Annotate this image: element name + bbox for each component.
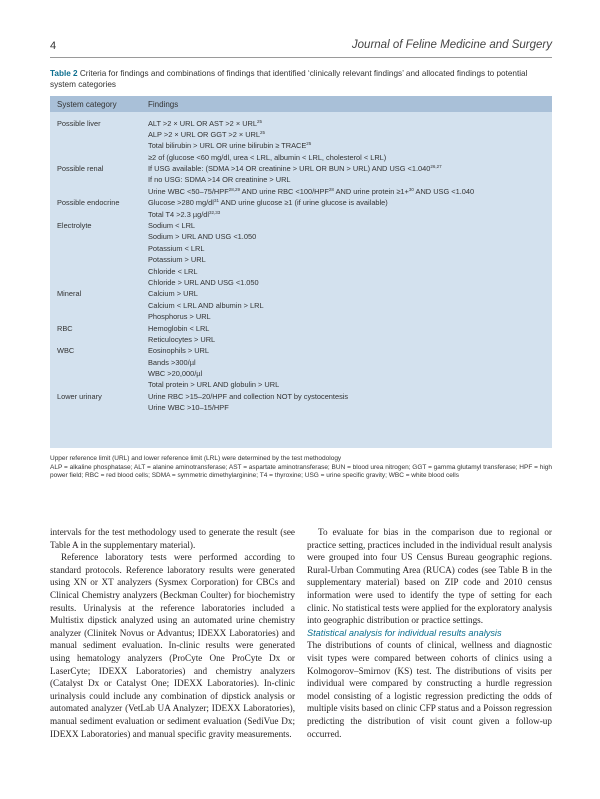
- system-category-cell: Possible liver: [57, 118, 101, 128]
- table-row: [50, 345, 552, 356]
- table-row: [50, 334, 552, 345]
- paragraph: To evaluate for bias in the comparison due to regional or practice setting, practices included in the individual result analysis were grouped into four US Census Bureau geographic regions. Rural-Urban Commuting Area (RUCA) codes (see Table B in the supplementary material) based on ZIP code and 2010 census information were used to identify the type of setting for each clinic. No statistical tests were applied for the exploratory analysis into geographic distribution or practice settings.: [307, 527, 552, 626]
- findings-cell: [148, 209, 220, 220]
- findings-text: Sodium > URL AND USG <1.050: [148, 232, 257, 242]
- table-row: [50, 311, 552, 322]
- findings-cell: [148, 152, 386, 163]
- findings-cell: [148, 277, 259, 288]
- table-row: [50, 209, 552, 220]
- system-category-cell: Lower urinary: [57, 391, 102, 401]
- system-category-cell: Mineral: [57, 289, 82, 299]
- findings-text: Chloride < LRL: [148, 266, 198, 276]
- footnote-abbreviations: ALP = alkaline phosphatase; ALT = alanine aminotransferase; AST = aspartate aminotransferase; BUN = blood urea nitrogen; GGT = gamma glutamyl transferase; HPF = high power field; RBC = red blood cells; SDMA = symmetric dimethylarginine; T4 = thyroxine; USG = urine specific gravity; WBC = white blood cells: [50, 463, 552, 480]
- findings-cell: [148, 197, 388, 208]
- findings-text: Chloride > URL AND USG <1.050: [148, 277, 259, 287]
- findings-text: AND urine glucose ≥1 (if urine glucose is available): [218, 198, 388, 208]
- table-row: [50, 323, 552, 334]
- table-header: [50, 96, 552, 112]
- findings-text: WBC >20,000/µl: [148, 369, 203, 379]
- table-row: [50, 174, 552, 185]
- table-row: [50, 277, 552, 288]
- table-label: Table 2: [50, 69, 78, 78]
- findings-text: Urine RBC >15–20/HPF and collection NOT by cystocentesis: [148, 391, 349, 401]
- table-row: [50, 140, 552, 151]
- table-row: [50, 288, 552, 299]
- paragraph: Reference laboratory tests were performed according to standard protocols. Reference laboratory results were generated using XN or XT analyzers (Sysmex Corporation) for CBCs and Clinical Chemistry analyzers (Beckman Coulter) for biochemistry results. Urinalysis at the reference laboratories included a Multistix dipstick analyzed using an automated urine chemistry analyzer (Clinitek Novus or Advantus; IDEXX Laboratories) and manual sediment evaluation. In-clinic results were generated using hematology analyzers (ProCyte One ProCyte Dx or LaserCyte; IDEXX Laboratories) and chemistry analyzers (Catalyst Dx or Catalyst One; IDEXX Laboratories). In-clinic urinalysis could include any combination of dipstick analysis or automated analyzer (VetLab UA Analyzer; IDEXX Laboratories), manual sediment evaluation or sediment evaluation (SediVue Dx; IDEXX Laboratories) and manual specific gravity measurements.: [50, 552, 295, 739]
- section-heading: Statistical analysis for individual results analysis: [307, 627, 502, 638]
- findings-cell: [148, 220, 195, 231]
- findings-text: Potassium < LRL: [148, 243, 205, 253]
- table-row: [50, 197, 552, 208]
- table-row: [50, 163, 552, 174]
- system-category-cell: Electrolyte: [57, 221, 92, 231]
- findings-text: Glucose >280 mg/dl: [148, 198, 214, 208]
- left-column: [50, 526, 295, 740]
- system-category-cell: WBC: [57, 346, 75, 356]
- findings-cell: [148, 288, 198, 299]
- findings-text: ≥2 of (glucose <60 mg/dl, urea < LRL, albumin < LRL, cholesterol < LRL): [148, 152, 387, 162]
- findings-cell: [148, 391, 348, 402]
- table-caption-text: Criteria for findings and combinations of findings that identified ‘clinically relevant findings’ and allocated findings to potential system categories: [50, 69, 528, 89]
- header-rule: [50, 57, 552, 58]
- findings-cell: [148, 345, 209, 356]
- findings-text: Sodium < LRL: [148, 221, 196, 231]
- paragraph: The distributions of counts of clinical, wellness and diagnostic visit types were compared between cohorts of clinics using a Kolmogorov–Smirnov (KS) test. The distributions of visits per individual were compared by constructing a hurdle regression model consisting of a logistic regression predicting the odds of multiple visits based on clinic CFP status and a Poisson regression predicting the distribution of visit count given a follow-up occurred.: [307, 640, 552, 739]
- table-row: [50, 243, 552, 254]
- findings-text: ALP >2 × URL OR GGT >2 × URL: [148, 129, 261, 139]
- table-row: [50, 186, 552, 197]
- findings-text: AND urine protein ≥1+: [333, 186, 409, 196]
- findings-cell: [148, 300, 264, 311]
- findings-text: Total bilirubin > URL OR urine bilirubin ≥ TRACE: [148, 141, 307, 151]
- findings-text: If USG available: (SDMA >14 OR creatinine > URL OR BUN > URL) AND USG <1.040: [148, 164, 431, 174]
- paragraph: intervals for the test methodology used to generate the result (see Table A in the supplementary material).: [50, 527, 295, 550]
- findings-cell: [148, 129, 265, 140]
- reference-superscript: 25: [257, 118, 263, 124]
- findings-cell: [148, 266, 198, 277]
- findings-cell: [148, 140, 311, 151]
- findings-text: ALT >2 × URL OR AST >2 × URL: [148, 118, 257, 128]
- page-number: 4: [50, 40, 57, 52]
- system-category-cell: Possible renal: [57, 164, 104, 174]
- table-row: [50, 391, 552, 402]
- findings-cell: [148, 231, 256, 242]
- findings-text: Reticulocytes > URL: [148, 334, 216, 344]
- reference-superscript: 26,27: [430, 164, 442, 170]
- findings-text: AND urine RBC <100/HPF: [239, 186, 329, 196]
- reference-superscript: 30: [408, 186, 414, 192]
- findings-cell: [148, 323, 209, 334]
- table-caption: [50, 68, 552, 90]
- header-findings: Findings: [148, 99, 179, 109]
- findings-text: Urine WBC >10–15/HPF: [148, 403, 229, 413]
- findings-cell: [148, 357, 196, 368]
- findings-cell: [148, 174, 291, 185]
- findings-cell: [148, 254, 206, 265]
- findings-text: If no USG: SDMA >14 OR creatinine > URL: [148, 175, 291, 185]
- table-row: [50, 402, 552, 413]
- table-row: [50, 300, 552, 311]
- table-row: [50, 357, 552, 368]
- findings-text: Urine WBC <50–75/HPF: [148, 186, 229, 196]
- reference-superscript: 32,33: [209, 209, 221, 215]
- findings-text: Potassium > URL: [148, 255, 206, 265]
- findings-text: Calcium > URL: [148, 289, 198, 299]
- reference-superscript: 25: [260, 129, 266, 135]
- journal-title: Journal of Feline Medicine and Surgery: [351, 39, 552, 51]
- table-row: [50, 118, 552, 129]
- findings-text: Hemoglobin < LRL: [148, 323, 210, 333]
- findings-text: Eosinophils > URL: [148, 346, 210, 356]
- findings-cell: [148, 118, 262, 129]
- findings-text: Calcium < LRL AND albumin > LRL: [148, 300, 264, 310]
- findings-cell: [148, 402, 229, 413]
- header-system-category: System category: [57, 99, 117, 109]
- reference-superscript: 28: [328, 186, 334, 192]
- system-category-cell: Possible endocrine: [57, 198, 120, 208]
- findings-cell: [148, 243, 204, 254]
- table-row: [50, 266, 552, 277]
- findings-text: AND USG <1.040: [413, 186, 475, 196]
- findings-text: Total protein > URL AND globulin > URL: [148, 380, 280, 390]
- table-footnote: [50, 455, 552, 481]
- findings-text: Total T4 >2.3 µg/dl: [148, 209, 210, 219]
- reference-superscript: 31: [213, 198, 219, 204]
- system-category-cell: RBC: [57, 323, 73, 333]
- criteria-table: [50, 96, 552, 448]
- findings-text: Bands >300/µl: [148, 357, 196, 367]
- table-body: [50, 118, 552, 414]
- table-row: [50, 231, 552, 242]
- findings-text: Phosphorus > URL: [148, 312, 211, 322]
- findings-cell: [148, 334, 215, 345]
- right-column: [307, 526, 552, 740]
- table-row: [50, 129, 552, 140]
- findings-cell: [148, 379, 279, 390]
- table-row: [50, 220, 552, 231]
- table-row: [50, 254, 552, 265]
- findings-cell: [148, 368, 202, 379]
- footnote-reference-limits: Upper reference limit (URL) and lower reference limit (LRL) were determined by the test methodology: [50, 455, 342, 462]
- findings-cell: [148, 311, 211, 322]
- table-row: [50, 368, 552, 379]
- table-row: [50, 152, 552, 163]
- reference-superscript: 25: [306, 141, 312, 147]
- findings-cell: [148, 186, 474, 197]
- reference-superscript: 28,29: [228, 186, 240, 192]
- findings-cell: [148, 163, 442, 174]
- table-row: [50, 379, 552, 390]
